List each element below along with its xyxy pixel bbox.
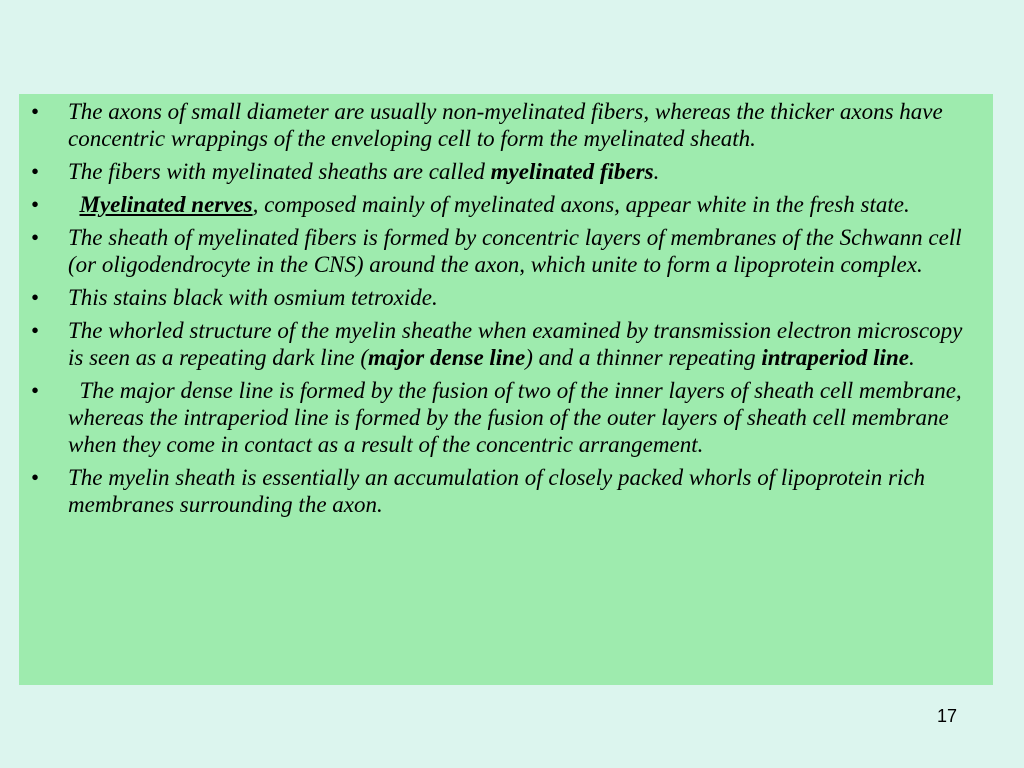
- bullet-icon: •: [31, 378, 40, 403]
- page-number: 17: [937, 706, 958, 726]
- bullet-list: [19, 98, 993, 524]
- bullet-icon: •: [31, 285, 40, 310]
- bullet-text: The fibers with myelinated sheaths are called: [68, 159, 491, 184]
- bullet-text: The major dense line is formed by the fusion of two of the inner layers of sheath cell membrane, whereas the intraperiod line is formed by the fusion of the outer layers of sheath cell membrane when they come in contact as a result of the concentric arrangement.: [68, 378, 968, 457]
- bullet-text: , composed mainly of myelinated axons, appear white in the fresh state.: [252, 192, 910, 217]
- bullet-item: [19, 224, 993, 278]
- bullet-text: The axons of small diameter are usually non-myelinated fibers, whereas the thicker axons have concentric wrappings of the enveloping cell to form the myelinated sheath.: [68, 99, 943, 151]
- bullet-item: [19, 377, 993, 458]
- bullet-text: This stains black with osmium tetroxide.: [68, 285, 438, 310]
- bold-term: myelinated fibers: [490, 159, 654, 184]
- bullet-icon: •: [31, 465, 40, 490]
- bullet-icon: •: [31, 225, 40, 250]
- bullet-text: [68, 192, 80, 217]
- bullet-text: .: [908, 345, 915, 370]
- bold-underlined-term: Myelinated nerves: [79, 192, 253, 217]
- bullet-item: [19, 191, 993, 218]
- bullet-text: The myelin sheath is essentially an accumulation of closely packed whorls of lipoprotein rich membranes surrounding the axon.: [68, 465, 926, 517]
- bullet-icon: •: [31, 159, 40, 184]
- bullet-icon: •: [31, 192, 40, 217]
- bullet-text: .: [653, 159, 660, 184]
- bullet-text: The sheath of myelinated fibers is formed by concentric layers of membranes of the Schwann cell (or oligodendrocyte in the CNS) around the axon, which unite to form a lipoprotein complex.: [68, 225, 962, 277]
- bullet-item: [19, 98, 993, 152]
- bold-term: major dense line: [368, 345, 526, 370]
- bullet-item: [19, 158, 993, 185]
- bullet-icon: •: [31, 99, 40, 124]
- bullet-text: ) and a thinner repeating: [525, 345, 762, 370]
- bullet-item: [19, 464, 993, 518]
- bold-term: intraperiod line: [761, 345, 909, 370]
- bullet-item: [19, 284, 993, 311]
- content-box: [19, 94, 993, 685]
- bullet-icon: •: [31, 318, 40, 343]
- bullet-item: [19, 317, 993, 371]
- bullet-text: The whorled structure of the myelin sheathe when examined by transmission electron microscopy is seen as a repeating dark line (: [68, 318, 963, 370]
